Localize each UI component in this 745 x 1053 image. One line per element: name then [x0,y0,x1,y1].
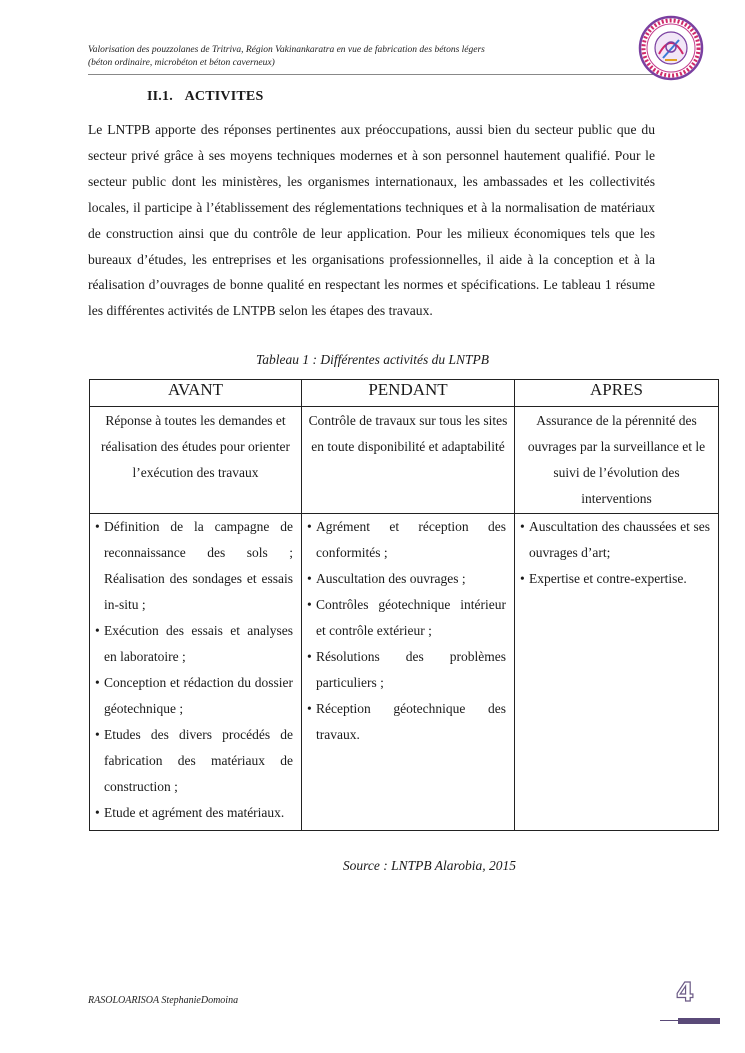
section-heading [147,89,263,105]
activities-table [89,379,719,831]
header-apres: APRES [515,380,719,407]
page-number-bar [678,1018,720,1024]
pendant-cell [302,514,515,831]
list-item: • Réception géotechnique des travaux. [307,696,506,748]
apres-list [520,514,710,592]
footer-author: RASOLOARISOA StephanieDomoina [88,995,239,1006]
header-divider [88,74,658,75]
summary-pendant: Contrôle de travaux sur tous les sites en toute disponibilité et adaptabilité [302,407,515,514]
list-item: • Etudes des divers procédés de fabrication des matériaux de construction ; [95,722,293,800]
list-item: • Résolutions des problèmes particuliers ; [307,644,506,696]
list-item: • Auscultation des chaussées et ses ouvrages d’art; [520,514,710,566]
summary-row [90,407,719,514]
summary-apres: Assurance de la pérennité des ouvrages par la surveillance et le suivi de l’évolution des interventions [515,407,719,514]
activities-row [90,514,719,831]
list-item: • Auscultation des ouvrages ; [307,566,506,592]
avant-cell [90,514,302,831]
table-source: Source : LNTPB Alarobia, 2015 [342,858,517,873]
list-item: • Exécution des essais et analyses en laboratoire ; [95,618,293,670]
table-header-row [90,380,719,407]
list-item: • Agrément et réception des conformités ; [307,514,506,566]
section-number: II.1. [147,89,173,104]
list-item: • Définition de la campagne de reconnaissance des sols ; Réalisation des sondages et essais in-situ ; [95,514,293,618]
table-caption: Tableau 1 : Différentes activités du LNTPB [256,352,489,367]
list-item: • Conception et rédaction du dossier géotechnique ; [95,670,293,722]
faculty-seal-icon [637,14,705,82]
header-avant: AVANT [90,380,302,407]
pendant-list [307,514,506,748]
page-number: 4 [675,978,695,1008]
body-paragraph: Le LNTPB apporte des réponses pertinentes aux préoccupations, aussi bien du secteur public que du secteur privé grâce à ses moyens techniques modernes et à son personnel hautement qualifié. Pour le secteur public dont les ministères, les organismes internationaux, les ambassades et les collectivités locales, il participe à l’établissement des réglementations techniques et à la normalisation de matériaux de construction ainsi que du contrôle de leur application. Pour les milieux économiques tels que les bureaux d’études, les entreprises et les organisations professionnelles, il aide à la conception et à la réalisation d’ouvrages de bonne qualité en respectant les normes et spécifications. Le tableau 1 résume les différentes activités de LNTPB selon les étapes des travaux. [88,122,655,319]
header-pendant: PENDANT [302,380,515,407]
section-title: ACTIVITES [184,89,264,104]
apres-cell [515,514,719,831]
list-item: • Contrôles géotechnique intérieur et contrôle extérieur ; [307,592,506,644]
header-line-1: Valorisation des pouzzolanes de Tritriva, Région Vakinankaratra en vue de fabrication des bétons légers [88,45,485,55]
running-header [88,44,608,70]
header-line-2: (béton ordinaire, microbéton et béton caverneux) [88,58,275,68]
summary-avant: Réponse à toutes les demandes et réalisation des études pour orienter l’exécution des travaux [90,407,302,514]
list-item: • Etude et agrément des matériaux. [95,800,293,826]
avant-list [95,514,293,826]
list-item: • Expertise et contre-expertise. [520,566,710,592]
